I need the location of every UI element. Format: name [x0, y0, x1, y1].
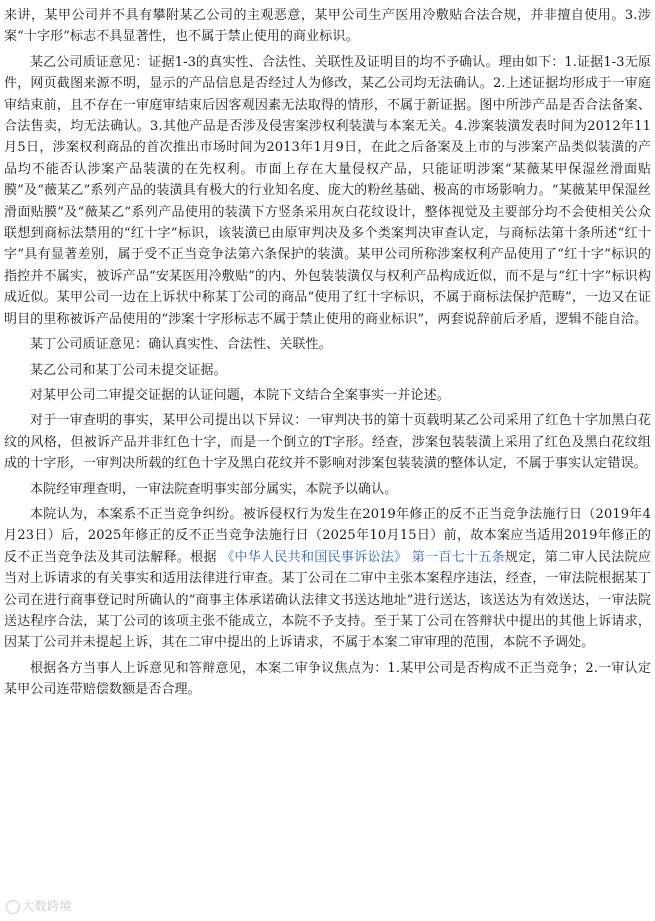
paragraph-8 — [4, 504, 651, 654]
paragraph-8-text-before: 本院认为，本案系不正当竞争纠纷。被诉侵权行为发生在2019年修正的反不正当竞争法施行日（2019年4月23日）后，2025年修正的反不正当竞争法施行日（2025年10月15日）前，故本案应当适用2019年修正的反不正当竞争法及其司法解释。根据 — [4, 506, 651, 565]
circle-logo-icon — [6, 900, 20, 914]
document-body — [4, 5, 651, 705]
paragraph-5: 对某甲公司二审提交证据的认证问题，本院下文结合全案事实一并论述。 — [30, 387, 450, 403]
civil-procedure-law-link[interactable]: 《中华人民共和国民事诉讼法》 — [221, 549, 408, 565]
paragraph-4: 某乙公司和某丁公司未提交证据。 — [30, 362, 227, 378]
paragraph-6: 对于一审查明的事实，某甲公司提出以下异议：一审判决书的第十页载明某乙公司采用了红色十字加黑白花纹的风格，但被诉产品并非红色十字，而是一个倒立的T字形。经查，涉案包装装潢上采用了红色及黑白花纹组成的十字形，一审判决所载的红色十字及黑白花纹并不影响对涉案包装装潢的整体认定，不属于事实认定错误。 — [4, 413, 651, 472]
watermark-text: 大数跨境 — [22, 899, 73, 913]
paragraph-9: 根据各方当事人上诉意见和答辩意见，本案二审争议焦点为：1.某甲公司是否构成不正当竞争；2.一审认定某甲公司连带赔偿数额是否合理。 — [4, 660, 651, 698]
paragraph-1: 来讲，某甲公司并不具有攀附某乙公司的主观恶意，某甲公司生产医用冷敷贴合法合规，并非擅自使用。3.涉案“十字形”标志不具显著性，也不属于禁止使用的商业标识。 — [4, 8, 651, 45]
paragraph-2: 某乙公司质证意见：证据1-3的真实性、合法性、关联性及证明目的均不予确认。理由如下：1.证据1-3无原件，网页截图来源不明，显示的产品信息是否经过人为修改，某乙公司均无法确认。2.上述证据均形成于一审庭审结束前，且不存在一审庭审结束后因客观因素无法取得的情形，不属于新证据。图中所涉产品是否合法备案、合法售卖，均无法确认。3.其他产品是否涉及侵害案涉权利装潢与本案无关。4.涉案装潢发表时间为2012年11月5日，涉案权利商品的首次推出市场时间为2013年1月9日，在此之后备案及上市的与涉案产品类似装潢的产品均不能否认涉案产品装潢的在先权利。市面上存在大量侵权产品，只能证明涉案“某薇某甲保湿丝滑面贴膜”及“薇某乙”系列产品的装潢具有极大的行业知名度、庞大的粉丝基础、极高的市场影响力。“某薇某甲保湿丝滑面贴膜”及“薇某乙”系列产品使用的装潢下方竖条采用灰白花纹设计，整体视觉及主要部分均不会使相关公众联想到商标法禁用的“红十字”标识，该装潢已由原审判决及多个类案判决审查认定，与商标法第十条所述“红十字”具有显著差别，属于受不正当竞争法第六条保护的装潢。某甲公司所称涉案权利产品使用了“红十字”标识的指控并不属实，被诉产品“安某医用冷敷贴”的内、外包装装潢仅与权利产品构成近似，而不是与“红十字”标识构成近似。某甲公司一边在上诉状中称某丁公司的商品“使用了红十字标识，不属于商标法保护范畴”，一边又在证明目的里称被诉产品使用的“涉案十字形标志不属于禁止使用的商业标识”，两套说辞前后矛盾，逻辑不能自洽。 — [4, 54, 651, 327]
watermark — [6, 897, 72, 914]
paragraph-8-text-after: 规定，第二审人民法院应当对上诉请求的有关事实和适用法律进行审查。某丁公司在二审中主张本案程序违法，经查，一审法院根据某丁公司在进行商事登记时所确认的“商事主体承诺确认法律文书送达地址”进行送达，该送达为有效送达，一审法院送达程序合法，某丁公司的该项主张不能成立，本院不予支持。至于某丁公司在答辩状中提出的其他上诉请求，因某丁公司并未提起上诉，其在二审中提出的上诉请求，不属于本案二审审理的范围，本院不予调处。 — [4, 549, 651, 651]
paragraph-3: 某丁公司质证意见：确认真实性、合法性、关联性。 — [30, 337, 332, 353]
paragraph-7: 本院经审理查明，一审法院查明事实部分属实，本院予以确认。 — [30, 481, 398, 497]
article-175-link[interactable]: 第一百七十五条 — [411, 549, 505, 565]
